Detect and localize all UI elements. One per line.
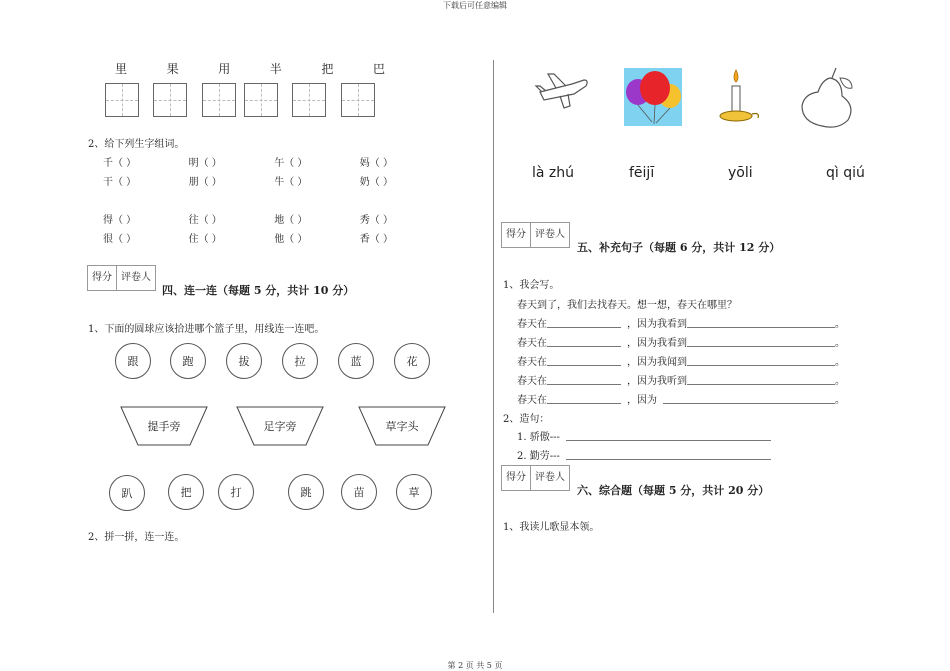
candle-icon <box>714 68 762 128</box>
spring-line: 春天在 ，因为我看到 。 <box>517 315 847 330</box>
word-row: 干（ ） 朋（ ） 牛（ ） 奶（ ） <box>103 177 393 188</box>
writing-grid[interactable] <box>105 83 139 117</box>
pinyin-label: qì qiú <box>826 165 865 181</box>
char-ball[interactable]: 草 <box>396 474 432 510</box>
question-5-2: 2、造句： <box>503 414 550 425</box>
char-ball[interactable]: 打 <box>218 474 254 510</box>
column-divider <box>493 60 494 613</box>
writing-grid[interactable] <box>202 83 236 117</box>
writing-grid[interactable] <box>244 83 278 117</box>
char-ball[interactable]: 拔 <box>226 343 262 379</box>
char: 里 <box>115 62 128 76</box>
char-ball[interactable]: 跳 <box>288 474 324 510</box>
answer-blank[interactable] <box>687 372 835 385</box>
pinyin-label: là zhú <box>532 165 575 181</box>
make-sentence-2: 2. 勤劳--- <box>517 451 560 462</box>
answer-blank[interactable] <box>687 353 835 366</box>
word-row: 得（ ） 往（ ） 地（ ） 秀（ ） <box>103 215 393 226</box>
make-sentence-1: 1. 骄傲--- <box>517 432 560 443</box>
top-note: 下载后可任意编辑 <box>443 1 507 10</box>
writing-grid[interactable] <box>292 83 326 117</box>
answer-blank[interactable] <box>547 391 621 404</box>
char-ball[interactable]: 拉 <box>282 343 318 379</box>
writing-grid[interactable] <box>153 83 187 117</box>
char-ball[interactable]: 花 <box>394 343 430 379</box>
pinyin-label: yōli <box>728 165 753 181</box>
score-label: 得分 <box>506 229 526 240</box>
word-row: 很（ ） 住（ ） 他（ ） 香（ ） <box>103 234 393 245</box>
char: 把 <box>321 62 334 76</box>
score-box <box>501 222 570 248</box>
score-label: 得分 <box>92 272 112 283</box>
char-ball[interactable]: 跟 <box>115 343 151 379</box>
answer-blank[interactable] <box>547 372 621 385</box>
pinyin-label: fēijī <box>629 165 655 181</box>
answer-blank[interactable] <box>547 334 621 347</box>
char-ball[interactable]: 苗 <box>341 474 377 510</box>
basket[interactable]: 草字头 <box>385 420 419 433</box>
writing-grid[interactable] <box>341 83 375 117</box>
basket[interactable]: 提手旁 <box>147 420 181 433</box>
spring-line: 春天在 ，因为 。 <box>517 391 847 406</box>
spring-line: 春天在 ，因为我闻到 。 <box>517 353 847 368</box>
char: 果 <box>166 62 179 76</box>
answer-blank[interactable] <box>687 334 835 347</box>
question-2-title: 2、给下列生字组词。 <box>88 139 185 150</box>
pear-icon <box>796 66 860 130</box>
score-label: 得分 <box>506 472 526 483</box>
balloons-icon <box>624 68 682 126</box>
answer-blank[interactable] <box>663 391 835 404</box>
airplane-icon <box>534 70 590 110</box>
answer-blank[interactable] <box>547 353 621 366</box>
score-box <box>87 265 156 291</box>
section-4-title: 四、连一连（每题 5 分，共计 10 分） <box>162 284 355 297</box>
char: 巴 <box>372 62 385 76</box>
spring-line: 春天在 ，因为我看到 。 <box>517 334 847 349</box>
char-ball[interactable]: 把 <box>168 474 204 510</box>
question-6-1: 1、我读儿歌显本领。 <box>503 522 600 533</box>
question-5-1: 1、我会写。 <box>503 280 560 291</box>
question-4-1: 1、下面的圆球应该拾进哪个篮子里，用线连一连吧。 <box>88 324 325 335</box>
reviewer-label: 评卷人 <box>116 266 155 290</box>
reviewer-label: 评卷人 <box>530 466 569 490</box>
answer-blank[interactable] <box>566 428 771 441</box>
score-box <box>501 465 570 491</box>
answer-blank[interactable] <box>687 315 835 328</box>
section-6-title: 六、综合题（每题 5 分，共计 20 分） <box>577 484 770 497</box>
answer-blank[interactable] <box>566 447 771 460</box>
spring-intro: 春天到了，我们去找春天。想一想，春天在哪里？ <box>517 300 737 311</box>
basket[interactable]: 足字旁 <box>263 420 297 433</box>
word-row: 千（ ） 明（ ） 午（ ） 妈（ ） <box>103 158 393 169</box>
page-footer: 第 2 页 共 5 页 <box>447 661 503 670</box>
reviewer-label: 评卷人 <box>530 223 569 247</box>
char-ball[interactable]: 跑 <box>170 343 206 379</box>
char-row <box>115 60 385 77</box>
char-ball[interactable]: 蓝 <box>338 343 374 379</box>
char: 半 <box>269 62 282 76</box>
char: 用 <box>218 62 231 76</box>
spring-line: 春天在 ，因为我听到 。 <box>517 372 847 387</box>
section-5-title: 五、补充句子（每题 6 分，共计 12 分） <box>577 241 781 254</box>
char-ball[interactable]: 趴 <box>109 475 145 511</box>
question-4-2: 2、拼一拼，连一连。 <box>88 532 185 543</box>
answer-blank[interactable] <box>547 315 621 328</box>
